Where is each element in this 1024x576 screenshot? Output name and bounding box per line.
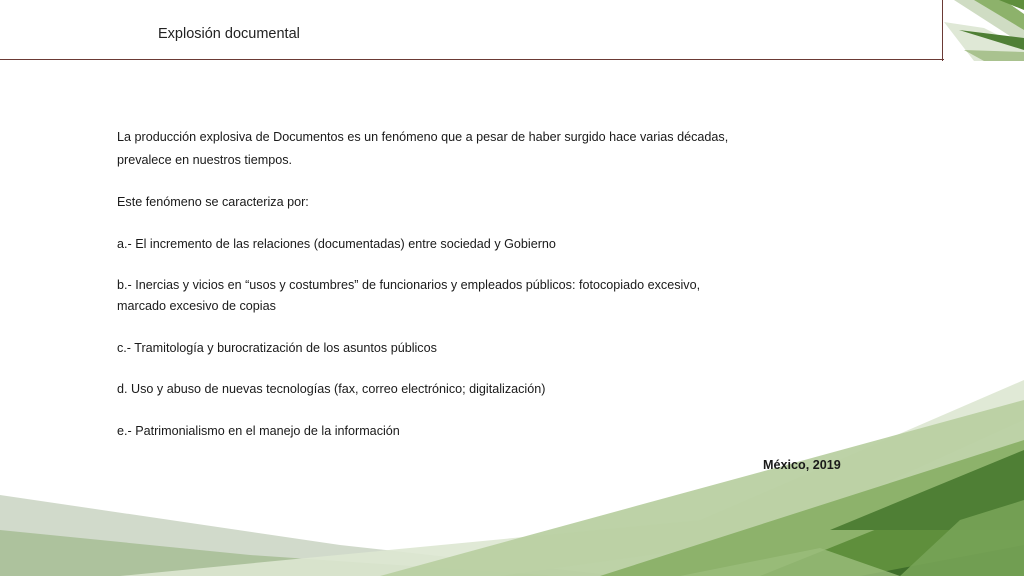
header-vertical-divider xyxy=(942,0,943,61)
list-item-b: b.- Inercias y vicios en “usos y costumbres” de funcionarios y empleados públicos: fotocopiado excesivo, marcado excesivo de copias xyxy=(117,278,701,313)
corner-decoration xyxy=(944,0,1024,61)
intro-paragraph: La producción explosiva de Documentos es un fenómeno que a pesar de haber surgido hace varias décadas, prevalece en nuestros tiempos. xyxy=(117,130,729,167)
list-item-e: e.- Patrimonialismo en el manejo de la información xyxy=(117,424,400,438)
list-item-c: c.- Tramitología y burocratización de los asuntos públicos xyxy=(117,341,437,355)
characteristics-heading: Este fenómeno se caracteriza por: xyxy=(117,195,309,209)
page-title: Explosión documental xyxy=(158,26,300,42)
header-divider xyxy=(0,59,944,60)
place-date: México, 2019 xyxy=(763,458,841,472)
list-item-a: a.- El incremento de las relaciones (documentadas) entre sociedad y Gobierno xyxy=(117,237,556,251)
list-item-d: d. Uso y abuso de nuevas tecnologías (fax, correo electrónico; digitalización) xyxy=(117,382,546,396)
